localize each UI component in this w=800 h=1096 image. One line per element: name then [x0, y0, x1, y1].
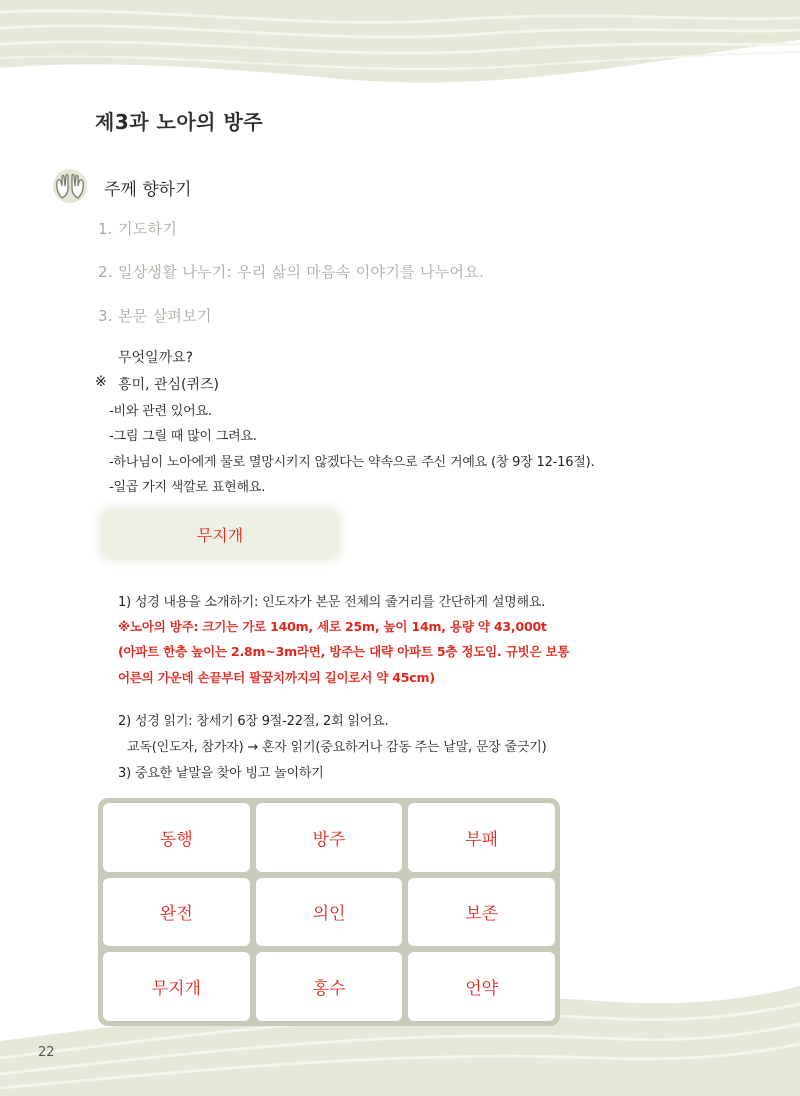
step-prayer: 1. 기도하기 — [98, 220, 178, 238]
activity-reading: 2) 성경 읽기: 창세기 6장 9절-22절, 2회 읽어요. — [118, 714, 389, 729]
bingo-cell[interactable]: 홍수 — [256, 952, 403, 1021]
bingo-cell[interactable]: 무지개 — [103, 952, 250, 1021]
quiz-answer: 무지개 — [196, 525, 244, 545]
ark-note: ※노아의 방주: 크기는 가로 140m, 세로 25m, 높이 14m, 용량 약 43,000t — [118, 619, 547, 634]
bingo-cell[interactable]: 동행 — [103, 803, 250, 872]
note-mark: ※ — [95, 374, 107, 390]
quiz-hint: -하나님이 노아에게 물로 멸망시키지 않겠다는 약속으로 주신 거예요 (창 9장 12-16절). — [109, 455, 595, 470]
quiz-answer-box — [104, 512, 336, 556]
bingo-cell[interactable]: 보존 — [408, 878, 555, 947]
quiz-note-heading: 흥미, 관심(퀴즈) — [118, 377, 219, 393]
bingo-cell[interactable]: 부패 — [408, 803, 555, 872]
bingo-cell[interactable]: 의인 — [256, 878, 403, 947]
praying-hands-icon — [48, 168, 92, 204]
bingo-cell[interactable]: 언약 — [408, 952, 555, 1021]
lesson-title: 제3과 노아의 방주 — [95, 110, 264, 134]
ark-note: 어른의 가운데 손끝부터 팔꿈치까지의 길이로서 약 45cm) — [118, 670, 435, 685]
activity-intro: 1) 성경 내용을 소개하기: 인도자가 본문 전체의 줄거리를 간단하게 설명해요. — [118, 595, 546, 610]
section-title: 주께 향하기 — [104, 180, 192, 200]
bingo-cell[interactable]: 완전 — [103, 878, 250, 947]
activity-reading-detail: 교독(인도자, 참가자) → 혼자 읽기(중요하거나 감동 주는 낱말, 문장 줄긋기) — [127, 740, 547, 755]
quiz-hint: -그림 그릴 때 많이 그려요. — [109, 429, 257, 444]
quiz-hint: -일곱 가지 색깔로 표현해요. — [109, 480, 266, 495]
page-number: 22 — [38, 1045, 55, 1060]
quiz-hint: -비와 관련 있어요. — [109, 404, 212, 419]
step-text-review: 3. 본문 살펴보기 — [98, 307, 212, 325]
step-sharing: 2. 일상생활 나누기: 우리 삶의 마음속 이야기를 나누어요. — [98, 263, 485, 281]
activity-game: 3) 중요한 낱말을 찾아 빙고 놀이하기 — [118, 766, 324, 781]
top-wave-decoration — [0, 0, 800, 100]
quiz-question: 무엇일까요? — [118, 350, 194, 366]
bingo-cell[interactable]: 방주 — [256, 803, 403, 872]
ark-note: (아파트 한층 높이는 2.8m~3m라면, 방주는 대략 아파트 5층 정도임. 규빗은 보통 — [118, 644, 570, 659]
bingo-grid — [98, 798, 560, 1026]
